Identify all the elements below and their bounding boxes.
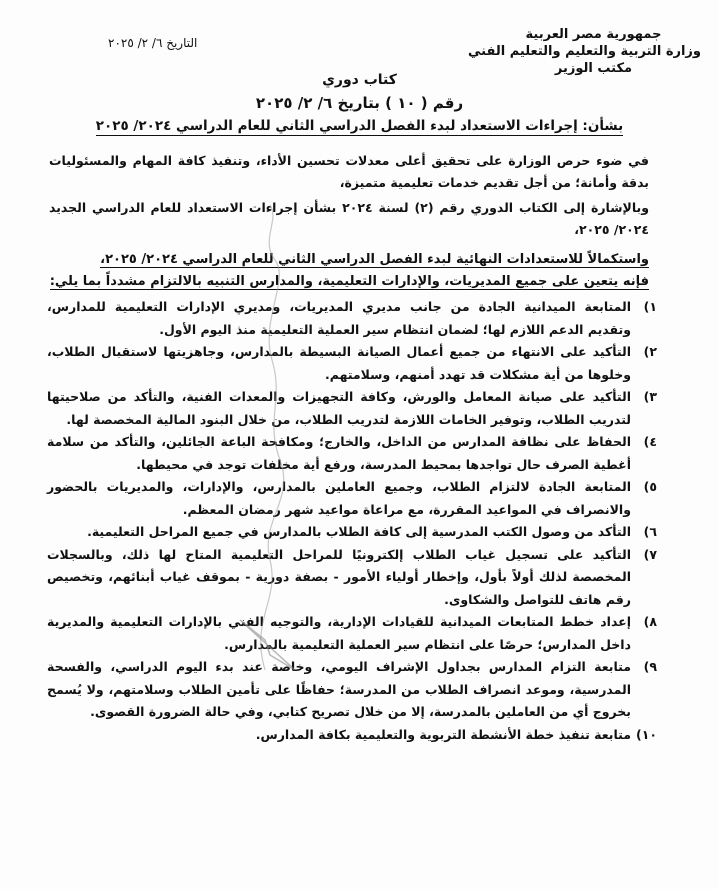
- item-number: ٣): [643, 389, 657, 404]
- list-item: [47, 386, 657, 431]
- directive-heading: [49, 249, 649, 293]
- item-number: ٩): [643, 659, 657, 674]
- list-item: [47, 296, 657, 341]
- item-number: ١): [643, 299, 657, 314]
- document-subject: [0, 118, 719, 134]
- subject-text: بشأن: إجراءات الاستعداد لبدء الفصل الدراسي الثاني للعام الدراسي ٢٠٢٤/ ٢٠٢٥: [95, 118, 624, 134]
- item-text: التأكيد على صيانة المعامل والورش، وكافة التجهيزات والمعدات الفنية، والتأكد من صلاحيتها لتدريب الطلاب، وتوفير الخامات اللازمة لتدريب الطلاب، من خلال البنود المالية المخصصة لها.: [47, 389, 631, 427]
- list-item: [47, 521, 657, 544]
- item-text: التأكيد على تسجيل غياب الطلاب إلكترونيًا للمراحل التعليمية المتاح لها ذلك، وبالسجلات المخصصة لذلك أولاً بأول، وإخطار أولياء الأمور - بصفة دورية - بموقف غياب أبنائهم، وتخصيص رقم هاتف للتواصل والشكاوى.: [47, 546, 631, 607]
- letterhead-country: جمهورية مصر العربية: [525, 27, 662, 42]
- list-item: [47, 656, 657, 724]
- list-item: [47, 341, 657, 386]
- item-number: ٥): [643, 479, 657, 494]
- list-item: [47, 544, 657, 612]
- list-item: [47, 724, 657, 747]
- list-item: [47, 476, 657, 521]
- item-number: ٤): [643, 434, 657, 449]
- item-text: المتابعة الجادة لالتزام الطلاب، وجميع العاملين بالمدارس، والإدارات، والمديريات بالحضور والانصراف في المواعيد المقررة، مع مراعاة مواعيد شهر رمضان المعظم.: [47, 479, 631, 517]
- item-number: ١٠): [636, 726, 657, 742]
- directive-heading-line-1: واستكمالاً للاستعدادات النهائية لبدء الفصل الدراسي الثاني للعام الدراسي ٢٠٢٤/ ٢٠٢٥،: [100, 252, 649, 267]
- letterhead-ministry: وزارة التربية والتعليم والتعليم الفني: [468, 44, 701, 59]
- document-number-line: رقم ( ١٠ ) بتاريخ ٦/ ٢/ ٢٠٢٥: [255, 94, 464, 112]
- item-number: ٧): [643, 546, 657, 562]
- item-text: متابعة تنفيذ خطة الأنشطة التربوية والتعليمية بكافة المدارس.: [255, 726, 631, 742]
- directives-list: [47, 296, 657, 746]
- document-type-title: كتاب دوري: [322, 72, 397, 88]
- handwritten-date: التاريخ ٦/ ٢/ ٢٠٢٥: [108, 36, 198, 50]
- item-number: ٨): [643, 614, 657, 629]
- list-item: [47, 611, 657, 656]
- item-text: إعداد خطط المتابعات الميدانية للقيادات الإدارية، والتوجيه الفني بالإدارات التعليمية والمديرية داخل المدارس؛ حرصًا على انتظام سير العملية التعليمية بالمدارس.: [47, 614, 631, 652]
- directive-heading-line-2: فإنه يتعين على جميع المديريات، والإدارات التعليمية، والمدارس التنبيه بالالتزام مشدداً بما يلي:: [49, 274, 649, 289]
- intro-paragraph-2: وبالإشارة إلى الكتاب الدوري رقم (٢) لسنة ٢٠٢٤ بشأن إجراءات الاستعداد للعام الدراسي الجديد ٢٠٢٤/ ٢٠٢٥،: [49, 200, 649, 237]
- list-item: [47, 431, 657, 476]
- letterhead-office: مكتب الوزير: [554, 61, 633, 76]
- item-text: متابعة التزام المدارس بجداول الإشراف اليومي، وخاصة عند بدء اليوم الدراسي، والفسحة المدرسية، وموعد انصراف الطلاب من المدرسة؛ حفاظًا على تأمين الطلاب وسلامتهم، ولا يُسمح بخروج أي من العاملين بالمدرسة، إلا من خلال تصريح كتابي، وفي حالة الضرورة القصوى.: [47, 659, 631, 719]
- intro-paragraph-1: في ضوء حرص الوزارة على تحقيق أعلى معدلات تحسين الأداء، وتنفيذ كافة المهام والمسئوليات بدقة وأمانة؛ من أجل تقديم خدمات تعليمية متميزة،: [49, 153, 649, 190]
- ministry-letterhead: [468, 26, 701, 77]
- item-text: التأكد من وصول الكتب المدرسية إلى كافة الطلاب بالمدارس في جميع المراحل التعليمية.: [87, 524, 631, 539]
- item-number: ٦): [643, 524, 657, 539]
- item-number: ٢): [643, 344, 657, 359]
- item-text: الحفاظ على نظافة المدارس من الداخل، والخارج؛ ومكافحة الباعة الجائلين، والتأكد من سلامة أغطية الصرف حال تواجدها بمحيط المدرسة، ورفع أية مخلفات توجد في محيطها.: [47, 434, 631, 472]
- item-text: المتابعة الميدانية الجادة من جانب مديري المديريات، ومديري الإدارات التعليمية للمدارس، وتقديم الدعم اللازم لها؛ لضمان انتظام سير العملية التعليمية منذ اليوم الأول.: [47, 299, 631, 337]
- item-text: التأكيد على الانتهاء من جميع أعمال الصيانة البسيطة بالمدارس، وجاهزيتها لاستقبال الطلاب، وخلوها من أية مشكلات قد تهدد أمنهم، وسلامتهم.: [47, 344, 631, 382]
